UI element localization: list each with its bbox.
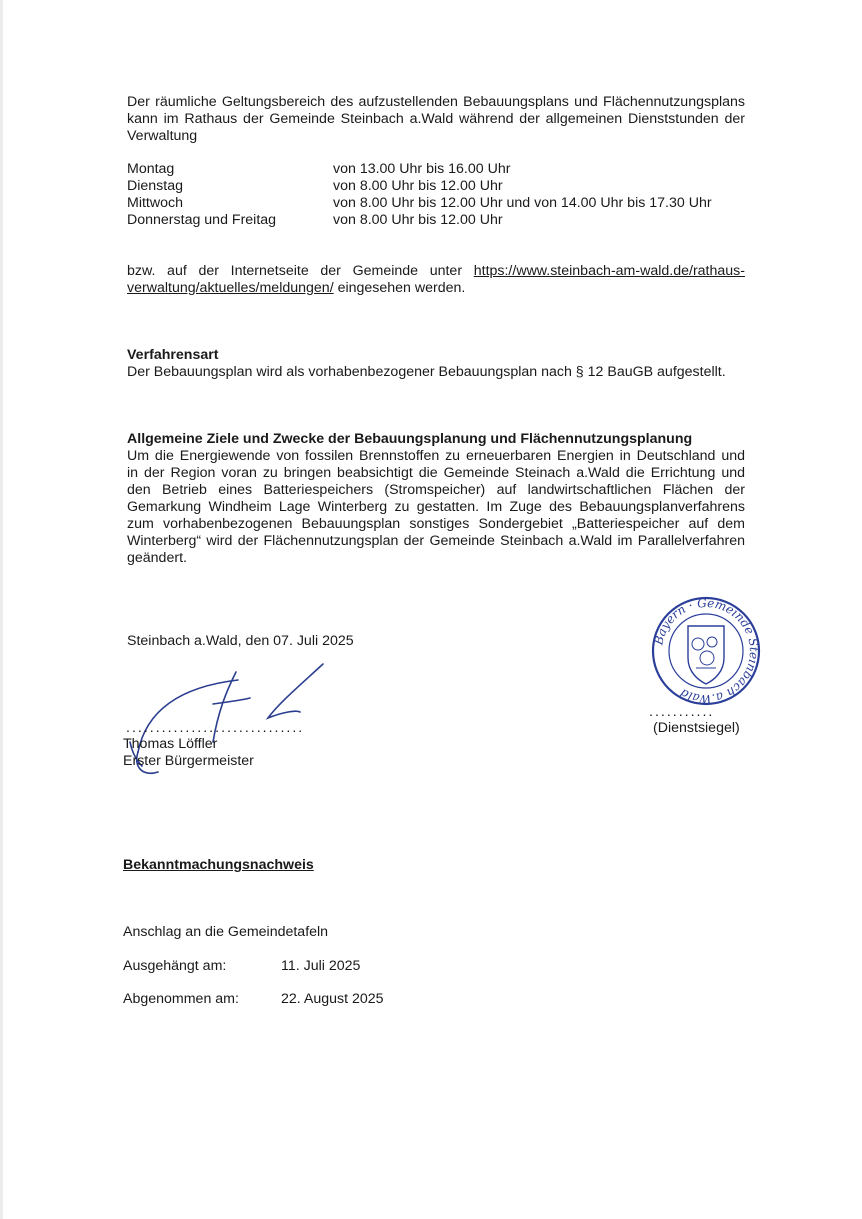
- abgenommen-value: 22. August 2025: [281, 991, 384, 1007]
- hours-day: Montag: [127, 161, 175, 177]
- place-date-text: Steinbach a.Wald, den 07. Juli 2025: [127, 633, 354, 649]
- hours-row: [127, 212, 747, 229]
- signer-title: Erster Bürgermeister: [123, 753, 254, 769]
- hours-row: [127, 161, 747, 178]
- website-line: [127, 280, 745, 297]
- seal-label: (Dienstsiegel): [653, 720, 740, 736]
- ziele-line: Um die Energiewende von fossilen Brennstoffen zu erneuerbaren Energien in Deutschland und: [127, 448, 745, 464]
- abgenommen-label: Abgenommen am:: [123, 991, 239, 1007]
- ziele-line: zum vorhabenbezogenen Bebauungsplan sonstiges Sondergebiet „Batteriespeicher auf dem: [127, 516, 745, 532]
- seal-ring-text: Bayern · Gemeinde Steinbach a.Wald: [651, 596, 762, 706]
- page-edge: [0, 0, 3, 1219]
- ausgehaengt-value: 11. Juli 2025: [281, 958, 361, 974]
- ziele-line: Winterberg“ wird der Flächennutzungsplan der Gemeinde Steinbach a.Wald im Parallelverfahren: [127, 533, 745, 549]
- hours-time: von 13.00 Uhr bis 16.00 Uhr: [333, 161, 511, 177]
- intro-line: Der räumliche Geltungsbereich des aufzustellenden Bebauungsplans und Flächennutzungsplans: [127, 94, 745, 110]
- hours-time: von 8.00 Uhr bis 12.00 Uhr und von 14.00 Uhr bis 17.30 Uhr: [333, 195, 712, 211]
- hours-day: Dienstag: [127, 178, 183, 194]
- office-hours-table: [127, 161, 747, 229]
- intro-line: kann im Rathaus der Gemeinde Steinbach a.Wald während der allgemeinen Dienststunden der: [127, 111, 745, 127]
- ausgehaengt-row: [123, 958, 360, 975]
- verfahrensart-section: [127, 347, 745, 381]
- hours-time: von 8.00 Uhr bis 12.00 Uhr: [333, 178, 503, 194]
- seal-stamp-icon: [636, 596, 776, 706]
- website-link[interactable]: https://www.steinbach-am-wald.de/rathaus-: [473, 263, 745, 279]
- verfahrensart-heading: Verfahrensart: [127, 347, 219, 363]
- abgenommen-row: [123, 991, 384, 1008]
- website-link-continued[interactable]: verwaltung/aktuelles/meldungen/: [127, 280, 334, 296]
- hours-time: von 8.00 Uhr bis 12.00 Uhr: [333, 212, 503, 228]
- ziele-heading: Allgemeine Ziele und Zwecke der Bebauungsplanung und Flächennutzungsplanung: [127, 431, 693, 447]
- signature-block: [118, 632, 418, 782]
- ziele-line: in der Region voran zu bringen beabsichtigt die Gemeinde Steinach a.Wald die Errichtung und: [127, 465, 745, 481]
- website-prefix: bzw. auf der Internetseite der Gemeinde unter: [127, 263, 463, 279]
- signature-dots: ..............................: [126, 720, 305, 736]
- hours-row: [127, 178, 747, 195]
- seal-dots: ...........: [649, 704, 715, 720]
- signer-name: Thomas Löffler: [123, 736, 218, 752]
- hours-row: [127, 195, 747, 212]
- website-suffix: eingesehen werden.: [333, 280, 466, 296]
- official-seal: [636, 596, 776, 736]
- ziele-line: Gemarkung Windheim Lage Winterberg zu gestatten. Im Zuge des Bebauungsplanverfahrens: [127, 499, 745, 515]
- ausgehaengt-label: Ausgehängt am:: [123, 958, 227, 974]
- ziele-line: den Betrieb eines Batteriespeichers (Stromspeicher) auf landwirtschaftlichen Flächen der: [127, 482, 745, 498]
- intro-line: Verwaltung: [127, 128, 198, 144]
- verfahrensart-text: Der Bebauungsplan wird als vorhabenbezogener Bebauungsplan nach § 12 BauGB aufgestellt.: [127, 364, 726, 380]
- hours-day: Donnerstag und Freitag: [127, 212, 277, 228]
- nachweis-heading: Bekanntmachungsnachweis: [123, 857, 314, 873]
- ziele-line: geändert.: [127, 550, 187, 566]
- hours-day: Mittwoch: [127, 195, 183, 211]
- intro-paragraph: [127, 94, 745, 145]
- website-paragraph: [127, 263, 745, 297]
- website-line: [127, 263, 745, 280]
- anschlag-text: Anschlag an die Gemeindetafeln: [123, 924, 329, 940]
- ziele-section: [127, 431, 745, 567]
